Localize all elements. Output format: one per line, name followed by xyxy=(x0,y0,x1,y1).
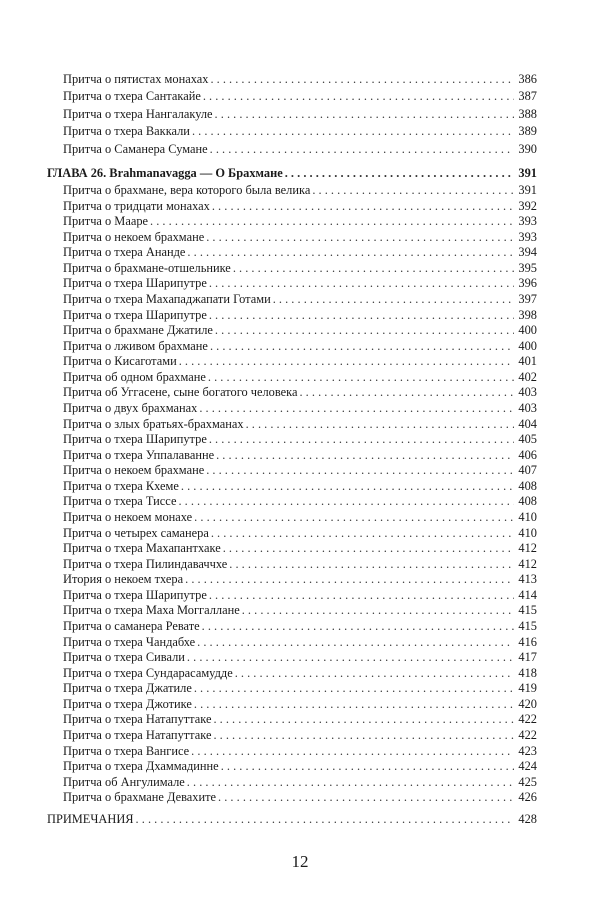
entry-page: 391 xyxy=(518,183,537,197)
leader-dots xyxy=(178,494,514,509)
toc-entry[interactable] xyxy=(63,510,537,525)
chapter-title: ГЛАВА 26. Brahmanavagga — О Брахмане xyxy=(47,166,283,180)
toc-entry[interactable] xyxy=(63,494,537,509)
entry-page: 403 xyxy=(518,400,537,415)
entry-title: Притча о тхера Джотике xyxy=(63,696,192,711)
entry-title: Притча о Саманера Сумане xyxy=(63,141,208,156)
entry-page: 423 xyxy=(518,743,537,758)
entry-page: 415 xyxy=(518,603,537,618)
leader-dots xyxy=(229,557,514,572)
toc-entry[interactable] xyxy=(63,261,537,276)
entry-page: 387 xyxy=(518,89,537,104)
leader-dots xyxy=(202,619,514,634)
entry-title: Притча о тхера Вангисе xyxy=(63,743,190,758)
leader-dots xyxy=(179,354,514,369)
entry-title: Притча о тхера Нангалакуле xyxy=(63,106,213,121)
toc-entry[interactable] xyxy=(63,89,537,104)
toc-entry[interactable] xyxy=(63,245,537,260)
entry-title: Притча о некоем брахмане xyxy=(63,229,205,244)
leader-dots xyxy=(187,245,514,260)
entry-page: 426 xyxy=(518,790,537,805)
leader-dots xyxy=(233,261,514,276)
entry-title: Притча о тхера Дхаммадинне xyxy=(63,759,219,774)
toc-entry[interactable] xyxy=(63,323,537,338)
toc-entry[interactable] xyxy=(63,603,537,618)
leader-dots xyxy=(203,89,514,104)
entry-title: Притча о тхера Натапуттаке xyxy=(63,727,212,742)
entry-page: 400 xyxy=(518,338,537,353)
toc-entry[interactable] xyxy=(63,619,537,634)
toc-entry[interactable] xyxy=(63,541,537,556)
leader-dots xyxy=(273,292,514,307)
toc-entry[interactable] xyxy=(63,479,537,494)
notes-title: ПРИМЕЧАНИЯ xyxy=(47,812,134,826)
entry-title: Притча о тхера Шарипутре xyxy=(63,276,207,291)
page-number: 12 xyxy=(291,852,309,871)
toc-entry[interactable] xyxy=(63,339,537,354)
leader-dots xyxy=(242,603,514,618)
leader-dots xyxy=(210,72,514,87)
entry-page: 422 xyxy=(518,712,537,727)
toc-entry[interactable] xyxy=(63,526,537,541)
entry-page: 402 xyxy=(518,369,537,384)
entry-page: 415 xyxy=(518,618,537,633)
toc-entry[interactable] xyxy=(63,448,537,463)
entry-title: Притча о Кисаготами xyxy=(63,354,177,369)
entry-page: 393 xyxy=(518,214,537,229)
leader-dots xyxy=(299,385,514,400)
entry-page: 395 xyxy=(518,260,537,275)
entry-page: 412 xyxy=(518,541,537,556)
leader-dots xyxy=(192,124,514,139)
toc-entry[interactable] xyxy=(63,775,537,790)
entry-page: 393 xyxy=(518,229,537,244)
toc-entry[interactable] xyxy=(63,635,537,650)
entry-page: 400 xyxy=(518,323,537,338)
entry-page: 386 xyxy=(518,72,537,86)
entry-title: Притча о брахмане-отшельнике xyxy=(63,260,231,275)
leader-dots xyxy=(210,339,514,354)
toc-entry[interactable] xyxy=(63,432,537,447)
leader-dots xyxy=(187,650,514,665)
toc-entry[interactable] xyxy=(63,199,537,214)
entry-page: 390 xyxy=(518,141,537,156)
leader-dots xyxy=(209,432,514,447)
toc-entry[interactable] xyxy=(63,557,537,572)
notes-entry[interactable] xyxy=(47,812,537,827)
entry-title: Притча о тхера Махападжапати Готами xyxy=(63,291,271,306)
entry-page: 417 xyxy=(518,650,537,665)
entry-title: Притча о саманера Ревате xyxy=(63,618,200,633)
entry-title: Притча о тхера Махапантхаке xyxy=(63,541,221,556)
entry-page: 410 xyxy=(518,525,537,540)
entry-title: Итория о некоем тхера xyxy=(63,572,184,587)
toc-entry[interactable] xyxy=(63,370,537,385)
leader-dots xyxy=(185,572,514,587)
leader-dots xyxy=(210,142,514,157)
entry-page: 425 xyxy=(518,774,537,789)
leader-dots xyxy=(208,370,514,385)
entry-title: Притча о тхера Джатиле xyxy=(63,681,192,696)
entry-title: Притча о тхера Ваккали xyxy=(63,124,190,139)
entry-title: Притча о тхера Ананде xyxy=(63,245,186,260)
leader-dots xyxy=(223,541,514,556)
leader-dots xyxy=(312,183,514,198)
entry-title: Притча о двух брахманах xyxy=(63,400,198,415)
leader-dots xyxy=(213,712,514,727)
leader-dots xyxy=(197,635,514,650)
toc-entry[interactable] xyxy=(63,401,537,416)
toc-entry[interactable] xyxy=(63,72,537,87)
entry-page: 416 xyxy=(518,634,537,649)
leader-dots xyxy=(206,230,514,245)
entry-title: Притча о брахмане Джатиле xyxy=(63,323,213,338)
toc-entry[interactable] xyxy=(63,681,537,696)
leader-dots xyxy=(194,510,514,525)
entry-page: 397 xyxy=(518,291,537,306)
entry-title: Притча о брахмане Девахите xyxy=(63,790,217,805)
entry-page: 389 xyxy=(518,124,537,139)
entry-page: 388 xyxy=(518,106,537,121)
entry-title: Притча об одном брахмане xyxy=(63,369,206,384)
entry-title: Притча о злых братьях-брахманах xyxy=(63,416,244,431)
toc-entry[interactable] xyxy=(63,107,537,122)
toc-entry[interactable] xyxy=(63,308,537,323)
toc-entry[interactable] xyxy=(63,463,537,478)
entry-page: 410 xyxy=(518,509,537,524)
chapter-page: 391 xyxy=(518,166,537,180)
entry-title: Притча о тридцати монахах xyxy=(63,198,210,213)
toc-entry[interactable] xyxy=(63,744,537,759)
entry-page: 407 xyxy=(518,463,537,478)
entry-page: 394 xyxy=(518,245,537,260)
entry-title: Притча о тхера Сантакайе xyxy=(63,89,201,104)
leader-dots xyxy=(218,790,514,805)
entry-page: 420 xyxy=(518,696,537,711)
entry-title: Притча об Ангулимале xyxy=(63,774,185,789)
leader-dots xyxy=(212,199,514,214)
toc-entry[interactable] xyxy=(63,183,537,198)
toc-entry[interactable] xyxy=(63,572,537,587)
entry-page: 419 xyxy=(518,681,537,696)
leader-dots xyxy=(194,697,514,712)
entry-page: 404 xyxy=(518,416,537,431)
leader-dots xyxy=(211,526,514,541)
entry-title: Притча о четырех саманера xyxy=(63,525,209,540)
leader-dots xyxy=(215,323,514,338)
toc-entry[interactable] xyxy=(63,124,537,139)
leader-dots xyxy=(215,107,514,122)
leader-dots xyxy=(194,681,514,696)
entry-page: 418 xyxy=(518,665,537,680)
leader-dots xyxy=(285,166,514,181)
entry-title: Притча о тхера Маха Моггаллане xyxy=(63,603,240,618)
leader-dots xyxy=(136,812,514,827)
entry-title: Притча о тхера Сивали xyxy=(63,650,185,665)
leader-dots xyxy=(150,214,514,229)
entry-title: Притча о лживом брахмане xyxy=(63,338,208,353)
entry-title: Притча о брахмане, вера которого была велика xyxy=(63,183,311,197)
toc-entry[interactable] xyxy=(63,759,537,774)
entry-page: 406 xyxy=(518,447,537,462)
entry-page: 414 xyxy=(518,587,537,602)
toc-entry[interactable] xyxy=(63,666,537,681)
toc-entry[interactable] xyxy=(63,354,537,369)
notes-page: 428 xyxy=(518,812,537,826)
toc-entry[interactable] xyxy=(63,712,537,727)
entry-page: 403 xyxy=(518,385,537,400)
entry-page: 408 xyxy=(518,494,537,509)
entry-title: Притча о тхера Шарипутре xyxy=(63,432,207,447)
toc-entry[interactable] xyxy=(63,650,537,665)
chapter-heading[interactable] xyxy=(47,166,537,181)
entry-page: 408 xyxy=(518,478,537,493)
entry-page: 424 xyxy=(518,759,537,774)
entry-title: Притча о тхера Чандабхе xyxy=(63,634,196,649)
leader-dots xyxy=(213,728,514,743)
entry-title: Притча о некоем монахе xyxy=(63,509,193,524)
entry-title: Притча о Мааре xyxy=(63,214,149,229)
entry-title: Притча о пятистах монахах xyxy=(63,72,209,86)
entry-page: 422 xyxy=(518,727,537,742)
toc-entry[interactable] xyxy=(63,728,537,743)
entry-page: 412 xyxy=(518,556,537,571)
leader-dots xyxy=(209,276,514,291)
toc-entry[interactable] xyxy=(63,276,537,291)
toc-entry[interactable] xyxy=(63,697,537,712)
toc-entry[interactable] xyxy=(63,142,537,157)
entry-page: 396 xyxy=(518,276,537,291)
leader-dots xyxy=(209,588,514,603)
toc-entry[interactable] xyxy=(63,230,537,245)
leader-dots xyxy=(206,463,514,478)
entry-title: Притча о тхера Кхеме xyxy=(63,478,179,493)
entry-page: 401 xyxy=(518,354,537,369)
entry-page: 392 xyxy=(518,198,537,213)
entry-page: 405 xyxy=(518,432,537,447)
entry-title: Притча об Уггасене, сыне богатого человека xyxy=(63,385,298,400)
toc-entry[interactable] xyxy=(63,417,537,432)
entry-title: Притча о тхера Тиссе xyxy=(63,494,177,509)
leader-dots xyxy=(199,401,514,416)
toc-entry[interactable] xyxy=(63,790,537,805)
entry-title: Притча о некоем брахмане xyxy=(63,463,205,478)
leader-dots xyxy=(209,308,514,323)
leader-dots xyxy=(191,744,514,759)
entry-title: Притча о тхера Сундарасамудде xyxy=(63,665,233,680)
leader-dots xyxy=(187,775,514,790)
entry-title: Притча о тхера Натапуттаке xyxy=(63,712,212,727)
toc-entry[interactable] xyxy=(63,385,537,400)
leader-dots xyxy=(246,417,514,432)
toc-entry[interactable] xyxy=(63,214,537,229)
entry-page: 413 xyxy=(518,572,537,587)
toc-entry[interactable] xyxy=(63,588,537,603)
entry-title: Притча о тхера Шарипутре xyxy=(63,587,207,602)
leader-dots xyxy=(235,666,514,681)
leader-dots xyxy=(216,448,514,463)
leader-dots xyxy=(221,759,514,774)
entry-title: Притча о тхера Пилиндаваччхе xyxy=(63,556,228,571)
entry-page: 398 xyxy=(518,307,537,322)
entry-title: Притча о тхера Шарипутре xyxy=(63,307,207,322)
entry-title: Притча о тхера Уппалаванне xyxy=(63,447,215,462)
leader-dots xyxy=(181,479,514,494)
toc-entry[interactable] xyxy=(63,292,537,307)
